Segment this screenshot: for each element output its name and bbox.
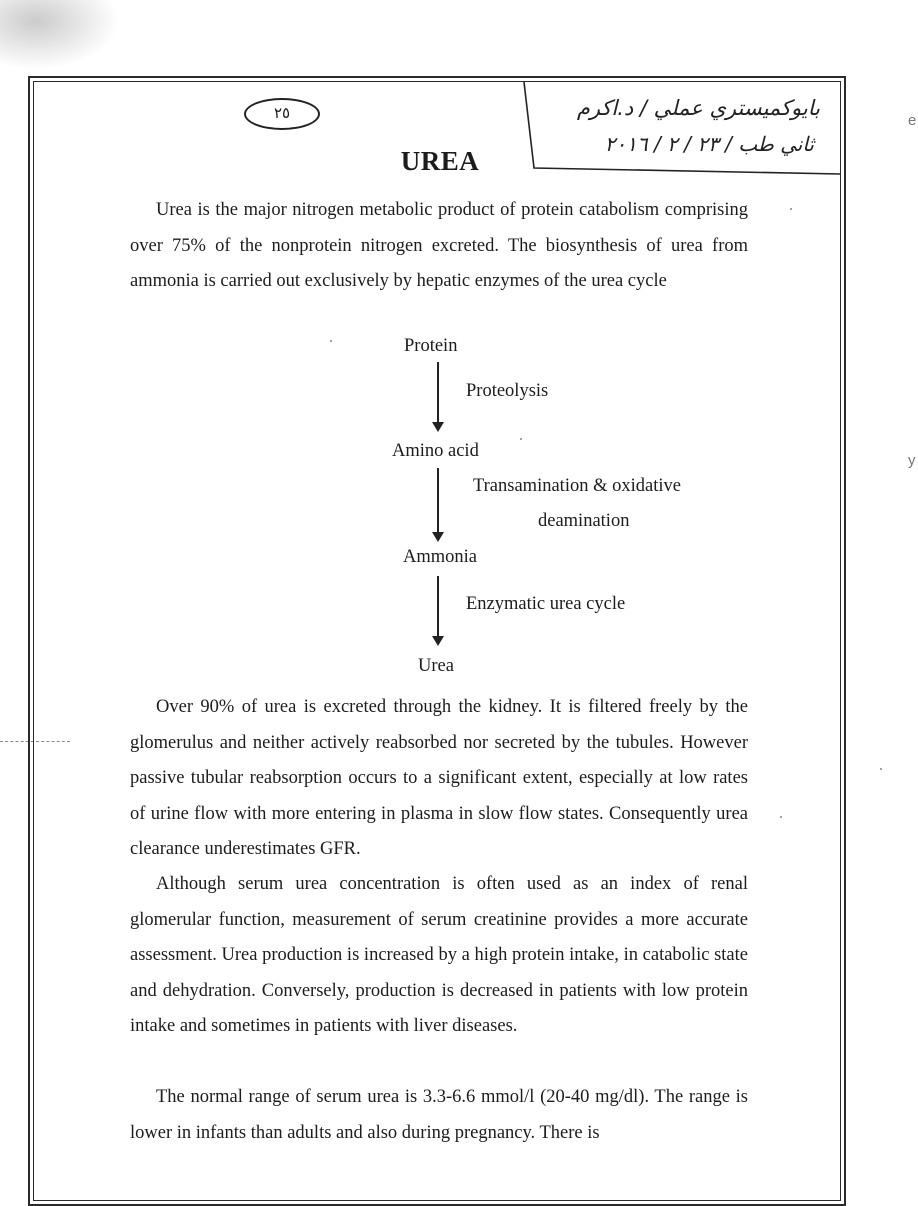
excretion-paragraph: Over 90% of urea is excreted through the kidney. It is filtered freely by the glomerulus and neither actively reabsorbed nor secreted by the tubules. However passive tubular reabsorption occurs to a significant extent, especially at low rates of urine flow with more entering in plasma in slow flow states. Consequently urea clearance underestimates GFR. xyxy=(130,697,748,859)
edge-mark-y: y xyxy=(908,452,916,469)
normal-range-paragraph: The normal range of serum urea is 3.3-6.6 mmol/l (20-40 mg/dl). The range is lower in infants than adults and also during pregnancy. There is xyxy=(130,1087,748,1143)
scan-speck xyxy=(880,768,882,770)
flow-node-protein: Protein xyxy=(404,336,458,356)
flow-arrow-1 xyxy=(432,362,444,432)
flow-arrow-3 xyxy=(432,576,444,646)
flow-node-amino-acid: Amino acid xyxy=(392,441,479,461)
intro-paragraph: Urea is the major nitrogen metabolic product of protein catabolism comprising over 75% of the nonprotein nitrogen excreted. The biosynthesis of urea from ammonia is carried out exclusively by hepatic enzymes of the urea cycle xyxy=(130,200,748,291)
flow-arrow-2 xyxy=(432,468,444,542)
flow-step-urea-cycle: Enzymatic urea cycle xyxy=(466,594,626,614)
page-number-oval: ٢٥ xyxy=(244,98,320,130)
handwritten-date-line: ثاني طب / ٢٣ / ٢ / ٢٠١٦ xyxy=(604,132,814,156)
serum-urea-paragraph: Although serum urea concentration is often used as an index of renal glomerular function, measurement of serum creatinine provides a more accurate assessment. Urea production is increased by a high protein intake, in catabolic state and dehydration. Conversely, production is decreased in patients with low protein intake and sometimes in patients with liver diseases. xyxy=(130,874,748,1036)
flow-node-ammonia: Ammonia xyxy=(403,547,477,567)
flow-step-proteolysis: Proteolysis xyxy=(466,381,549,401)
flow-step-transamination: Transamination & oxidative xyxy=(473,476,681,496)
handwritten-annotation xyxy=(524,80,840,174)
flow-step-deamination: deamination xyxy=(538,511,630,531)
flow-node-urea: Urea xyxy=(418,656,454,676)
handwritten-course-line: بايوكميستري عملي / د.اكرم xyxy=(576,96,820,120)
edge-mark-e: e xyxy=(908,112,917,129)
scan-shadow xyxy=(0,0,120,70)
page-title: UREA xyxy=(400,146,480,176)
